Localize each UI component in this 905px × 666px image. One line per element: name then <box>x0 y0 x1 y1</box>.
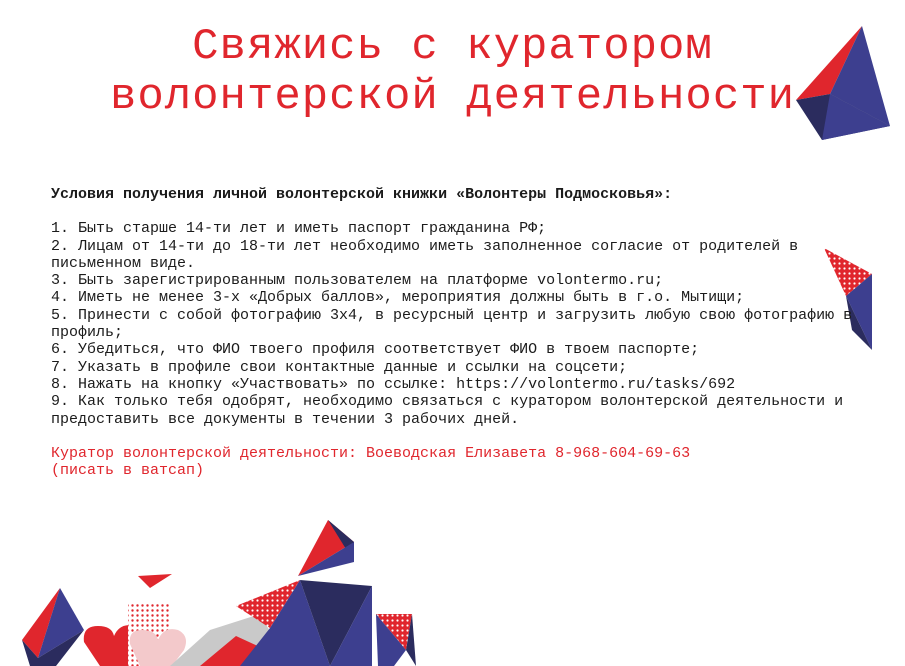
conditions-list <box>51 220 861 428</box>
list-item: 5. Принести с собой фотографию 3х4, в ресурсный центр и загрузить любую свою фотографию в профиль; <box>51 306 853 342</box>
geometric-cluster-bottom-decoration <box>0 518 430 666</box>
list-item: 8. Нажать на кнопку «Участвовать» по ссылке: https://volontermo.ru/tasks/692 <box>51 375 736 393</box>
curator-contact <box>51 445 861 480</box>
title-line-1: Свяжись с куратором <box>192 22 713 72</box>
curator-contact-line: Куратор волонтерской деятельности: Воеводская Елизавета 8-968-604-69-63 <box>51 444 691 462</box>
list-item: 6. Убедиться, что ФИО твоего профиля соответствует ФИО в твоем паспорте; <box>51 341 700 359</box>
list-item: 9. Как только тебя одобрят, необходимо связаться с куратором волонтерской деятельности и предоставить все документы в течении 3 рабочих дней. <box>51 393 844 428</box>
list-item: 3. Быть зарегистрированным пользователем на платформе volontermo.ru; <box>51 272 664 290</box>
page-title <box>0 22 905 122</box>
pyramid-top-right-decoration <box>788 24 892 142</box>
list-item: 2. Лицам от 14-ти до 18-ти лет необходимо иметь заполненное согласие от родителей в письменном виде. <box>51 237 799 272</box>
conditions-block <box>51 186 861 479</box>
conditions-heading: Условия получения личной волонтерской книжки «Волонтеры Подмосковья»: <box>51 186 673 203</box>
list-item: 1. Быть старше 14-ти лет и иметь паспорт гражданина РФ; <box>51 220 547 238</box>
list-item: 7. Указать в профиле свои контактные данные и ссылки на соцсети; <box>51 358 628 376</box>
curator-contact-note: (писать в ватсап) <box>51 462 205 480</box>
list-item: 4. Иметь не менее 3-х «Добрых баллов», мероприятия должны быть в г.о. Мытищи; <box>51 289 745 307</box>
title-line-2: волонтерской деятельности <box>109 72 796 122</box>
